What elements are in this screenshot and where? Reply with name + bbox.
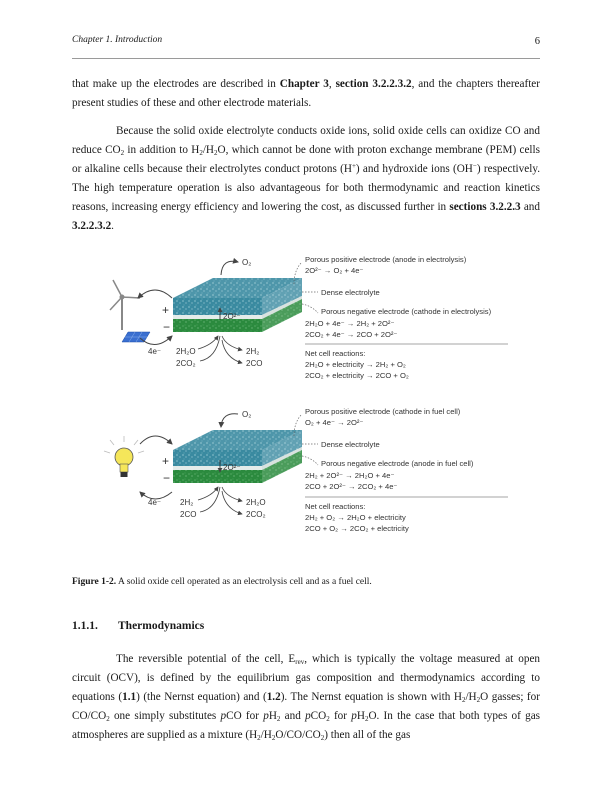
figure-caption: Figure 1-2. A solid oxide cell operated as an electrolysis cell and as a fuel cell. [72,577,372,587]
net-reaction: 2CO₂ + electricity → 2CO + O₂ [305,371,409,380]
fuel-cell-diagram [104,407,508,533]
ion-label: 2O²⁻ [223,463,241,472]
cell-block [173,278,302,332]
input-gas: 2CO₂ [176,359,196,368]
paragraph-1: that make up the electrodes are described in Chapter 3, section 3.2.2.3.2, and the chapters thereafter present studies of these and other electrode materials. [72,78,540,109]
equation-ref: 1.2 [266,690,281,703]
minus-sign: − [163,471,171,485]
reaction: 2O²⁻ → O₂ + 4e⁻ [305,266,364,275]
input-gas: 2H₂ [180,498,194,507]
negative-electrode-label: Porous negative electrode (cathode in electrolysis) [321,307,492,316]
arrow-to-cell [140,436,172,444]
page-header [72,35,540,49]
output-gas: 2H₂ [246,347,260,356]
net-reaction: 2H₂ + O₂ → 2H₂O + electricity [305,513,406,522]
plus-sign: + [162,454,170,468]
reaction: O₂ + 4e⁻ → 2O²⁻ [305,418,364,427]
figure-1-2 [80,240,540,570]
positive-electrode-label: Porous positive electrode (anode in electrolysis) [305,255,467,264]
section-title: Thermodynamics [118,620,205,632]
output-gas: 2H₂O [246,498,266,507]
o2-arrow [221,261,238,275]
plus-sign: + [162,303,170,317]
input-gas: 2H₂O [176,347,196,356]
o2-arrow [221,414,238,427]
section-number: 1.1.1. [72,620,98,632]
o2-label: O₂ [242,258,252,267]
reaction: 2CO₂ + 4e⁻ → 2CO + 2O²⁻ [305,330,398,339]
net-reactions-title: Net cell reactions: [305,349,366,358]
paragraph-3: The reversible potential of the cell, $E_{rev}$, which is typically the voltage measured at open circuit (OCV), is defined by the equilibrium gas composition and thermodynamics according to equations (1.1) (the Nernst equation) and (1.2). The Nernst equation is shown with $H_2/H_2O$ gasses; for $CO/CO_2$ one simply substitutes pCO for $pH_2$ and pCO$_2$ for $pH_2O$. In the case that both types of gas atmospheres are supplied as a mixture $(H_2/H_2O/CO/CO_2)$ then all of the gas [72,653,541,742]
negative-electrode-label: Porous negative electrode (anode in fuel cell) [321,459,474,468]
electron-label: 4e⁻ [148,347,162,356]
reaction: 2CO + 2O²⁻ → 2CO₂ + 4e⁻ [305,482,398,491]
caption-label: Figure 1-2. [72,577,117,587]
cross-reference: 3.2.2.3.2 [72,219,112,232]
page-number: 6 [534,36,540,47]
electron-label: 4e⁻ [148,498,162,507]
arrow-to-power [138,290,172,298]
electrolyte-label: Dense electrolyte [321,440,380,449]
electrolysis-diagram [110,255,508,380]
ion-label: 2O²⁻ [223,312,241,321]
cross-reference: section 3.2.2.3.2 [335,78,412,90]
output-gas: 2CO [246,359,263,368]
light-bulb-icon [104,436,144,477]
wind-turbine-icon [110,280,140,330]
solar-panel-icon [122,332,150,342]
output-arrow [222,336,242,350]
cross-reference: Chapter 3 [279,78,329,90]
positive-electrode-label: Porous positive electrode (cathode in fuel cell) [305,407,461,416]
equation-ref: 1.1 [122,690,137,703]
reaction: 2H₂ + 2O²⁻ → 2H₂O + 4e⁻ [305,471,395,480]
net-reactions-title: Net cell reactions: [305,502,366,511]
input-arrow [198,487,218,500]
net-reaction: 2H₂O + electricity → 2H₂ + O₂ [305,360,406,369]
reaction: 2H₂O + 4e⁻ → 2H₂ + 2O²⁻ [305,319,395,328]
output-gas: 2CO₂ [246,510,266,519]
header-rule [72,58,540,59]
input-arrow [198,336,218,349]
output-arrow [222,491,242,514]
minus-sign: − [163,320,171,334]
section-heading [72,620,204,632]
running-title: Chapter 1. Introduction [72,35,163,45]
input-arrow [200,336,220,361]
electrolyte-label: Dense electrolyte [321,288,380,297]
paragraph-2: Because the solid oxide electrolyte conducts oxide ions, solid oxide cells can oxidize CO and reduce $CO_2$ in addition to $H_2/H_2O$, which cannot be done with proton exchange membrane (PEM) cells or alkaline cells because their electrolytes conduct protons (H+) and hydroxide ions (OH−) respectively. The high temperature operation is also advantageous for both thermodynamic and reaction kinetics reasons, increasing energy efficiency and lowering the cost, as discussed further in sections 3.2.2.3 and 3.2.2.3.2. [72,125,540,232]
input-arrow [200,487,220,512]
input-gas: 2CO [180,510,197,519]
output-arrow [222,487,242,501]
net-reaction: 2CO + O₂ → 2CO₂ + electricity [305,524,409,533]
o2-label: O₂ [242,410,252,419]
cell-block [173,430,302,483]
cross-reference: sections 3.2.2.3 [449,200,521,213]
output-arrow [222,340,242,363]
